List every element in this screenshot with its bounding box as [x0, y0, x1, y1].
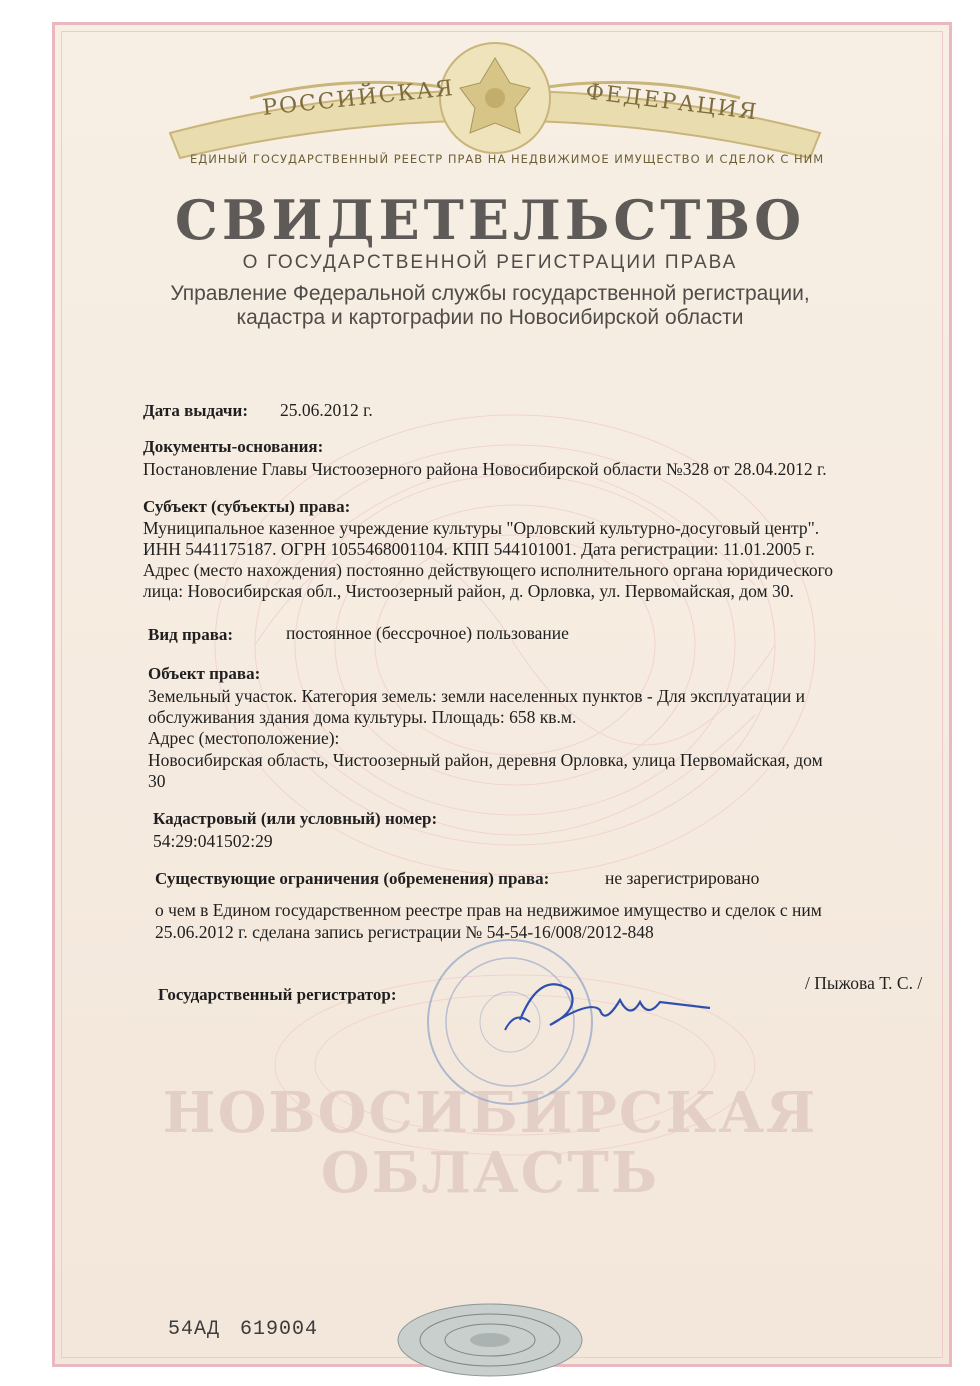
object-line: Новосибирская область, Чистоозерный район, деревня Орловка, улица Первомайская, дом — [148, 750, 823, 770]
document-title: СВИДЕТЕЛЬСТВО — [174, 188, 806, 252]
issue-date-label: Дата выдачи: — [143, 401, 248, 420]
registrar-name: / Пыжова Т. С. / — [805, 973, 923, 993]
coat-of-arms-icon — [440, 43, 550, 153]
banner-right-text: ФЕДЕРАЦИЯ — [584, 79, 760, 126]
watermark-line-2: ОБЛАСТЬ — [320, 1140, 660, 1206]
cadastral-label: Кадастровый (или условный) номер: — [153, 809, 438, 828]
signature — [520, 984, 710, 1025]
documents-label: Документы-основания: — [143, 437, 324, 456]
object-label: Объект права: — [148, 664, 261, 683]
subject-line: лица: Новосибирская обл., Чистоозерный район, д. Орловка, ул. Первомайская, дом 30. — [143, 581, 794, 601]
encumbrance-label: Существующие ограничения (обременения) права: — [155, 869, 550, 888]
cadastral-value: 54:29:041502:29 — [153, 831, 273, 851]
document-subtitle: О ГОСУДАРСТВЕННОЙ РЕГИСТРАЦИИ ПРАВА — [242, 252, 738, 273]
subject-line: Адрес (место нахождения) постоянно действующего исполнительного органа юридического — [143, 560, 834, 580]
issue-date-value: 25.06.2012 г. — [280, 400, 373, 420]
subject-line: ИНН 5441175187. ОГРН 1055468001104. КПП 544101001. Дата регистрации: 11.01.2005 г. — [143, 539, 815, 559]
bottom-rosette — [395, 1300, 585, 1380]
record-line-2: 25.06.2012 г. сделана запись регистрации № 54-54-16/008/2012-848 — [155, 922, 654, 942]
form-series: 54АД — [168, 1318, 221, 1341]
registry-ribbon-text: ЕДИНЫЙ ГОСУДАРСТВЕННЫЙ РЕЕСТР ПРАВ НА НЕДВИЖИМОЕ ИМУЩЕСТВО И СДЕЛОК С НИМ — [190, 152, 825, 166]
authority-line-1: Управление Федеральной службы государственной регистрации, — [170, 282, 810, 305]
right-type-label: Вид права: — [148, 625, 234, 644]
form-number: 619004 — [240, 1318, 319, 1341]
subject-line: Муниципальное казенное учреждение культуры "Орловский культурно-досуговый центр". — [143, 518, 820, 538]
object-line: обслуживания здания дома культуры. Площадь: 658 кв.м. — [148, 707, 577, 727]
documents-value: Постановление Главы Чистоозерного района Новосибирской области №328 от 28.04.2012 г. — [143, 459, 827, 479]
encumbrance-value: не зарегистрировано — [605, 868, 760, 888]
banner-left-text: РОССИЙСКАЯ — [261, 75, 456, 122]
object-line: Земельный участок. Категория земель: земли населенных пунктов - Для эксплуатации и — [148, 686, 805, 706]
subject-label: Субъект (субъекты) права: — [143, 497, 351, 516]
watermark-line-1: НОВОСИБИРСКАЯ — [162, 1080, 818, 1146]
record-line-1: о чем в Едином государственном реестре прав на недвижимое имущество и сделок с ним — [155, 900, 822, 920]
right-type-value: постоянное (бессрочное) пользование — [286, 623, 569, 643]
authority-line-2: кадастра и картографии по Новосибирской области — [236, 306, 744, 329]
stamp-seal — [390, 930, 720, 1150]
registrar-label: Государственный регистратор: — [158, 985, 397, 1004]
object-line: Адрес (местоположение): — [148, 728, 340, 748]
object-line: 30 — [148, 771, 166, 791]
